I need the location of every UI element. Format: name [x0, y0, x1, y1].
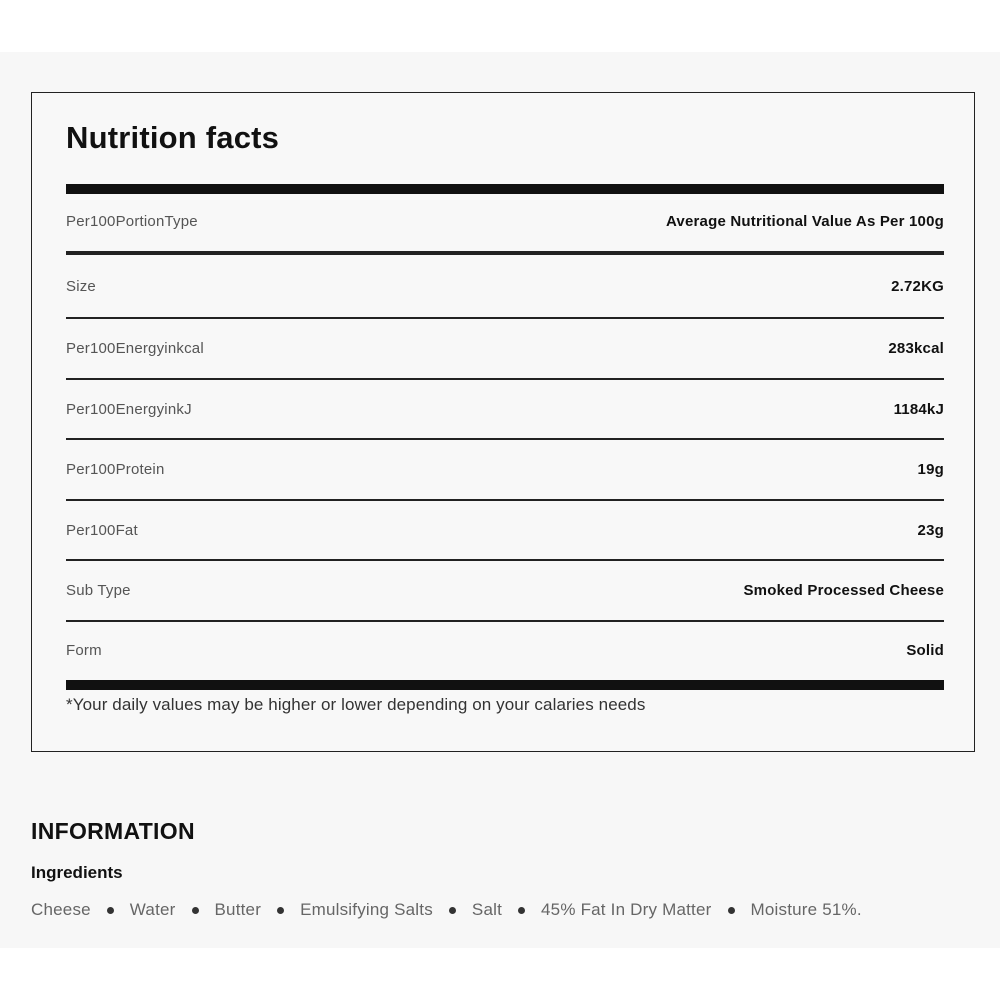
nutrition-footnote: *Your daily values may be higher or lower depending on your calaries needs [66, 695, 646, 714]
nutrition-row-energy-kj [66, 380, 944, 438]
ingredients-list [31, 900, 862, 920]
nutrition-row-label: Per100Protein [66, 461, 165, 478]
nutrition-row-form [66, 622, 944, 678]
nutrition-row-label: Per100PortionType [66, 212, 198, 230]
nutrition-row-value: 2.72KG [891, 277, 944, 295]
nutrition-row-label: Per100EnergyinkJ [66, 400, 192, 418]
ingredient-item: Salt [471, 900, 503, 919]
nutrition-row-label: Size [66, 277, 96, 295]
bullet-separator-icon [277, 907, 284, 914]
bullet-separator-icon [107, 907, 114, 914]
nutrition-top-rule [66, 184, 944, 194]
ingredient-item: 45% Fat In Dry Matter [541, 900, 712, 919]
ingredient-item: Cheese [31, 900, 91, 919]
nutrition-row-sub-type [66, 561, 944, 620]
nutrition-row-protein [66, 440, 944, 499]
information-heading: INFORMATION [31, 818, 195, 844]
bullet-separator-icon [518, 907, 525, 914]
nutrition-row-label: Form [66, 641, 102, 659]
nutrition-row-label: Sub Type [66, 582, 131, 599]
nutrition-row-label: Per100Energyinkcal [66, 340, 204, 357]
nutrition-row-value: 1184kJ [893, 400, 944, 418]
nutrition-row-value: 283kcal [888, 340, 944, 357]
bullet-separator-icon [449, 907, 456, 914]
nutrition-facts-title: Nutrition facts [66, 120, 280, 155]
nutrition-row-value: Smoked Processed Cheese [743, 582, 944, 599]
ingredient-item: Butter [214, 900, 262, 919]
nutrition-row-value: 23g [917, 521, 944, 539]
nutrition-row-label: Per100Fat [66, 521, 138, 539]
bullet-separator-icon [192, 907, 199, 914]
nutrition-facts-panel [31, 92, 975, 752]
bullet-separator-icon [728, 907, 735, 914]
nutrition-bottom-rule [66, 680, 944, 690]
nutrition-row-energy-kcal [66, 319, 944, 378]
nutrition-row-fat [66, 501, 944, 559]
ingredient-item: Moisture 51%. [750, 900, 862, 919]
nutrition-row-size [66, 255, 944, 317]
nutrition-row-value: 19g [917, 461, 944, 478]
nutrition-row-value: Solid [906, 641, 944, 659]
ingredient-item: Water [129, 900, 176, 919]
nutrition-row-value: Average Nutritional Value As Per 100g [665, 212, 944, 230]
ingredients-heading: Ingredients [31, 863, 123, 882]
ingredient-item: Emulsifying Salts [300, 900, 433, 919]
nutrition-row-portion-type [66, 194, 944, 248]
